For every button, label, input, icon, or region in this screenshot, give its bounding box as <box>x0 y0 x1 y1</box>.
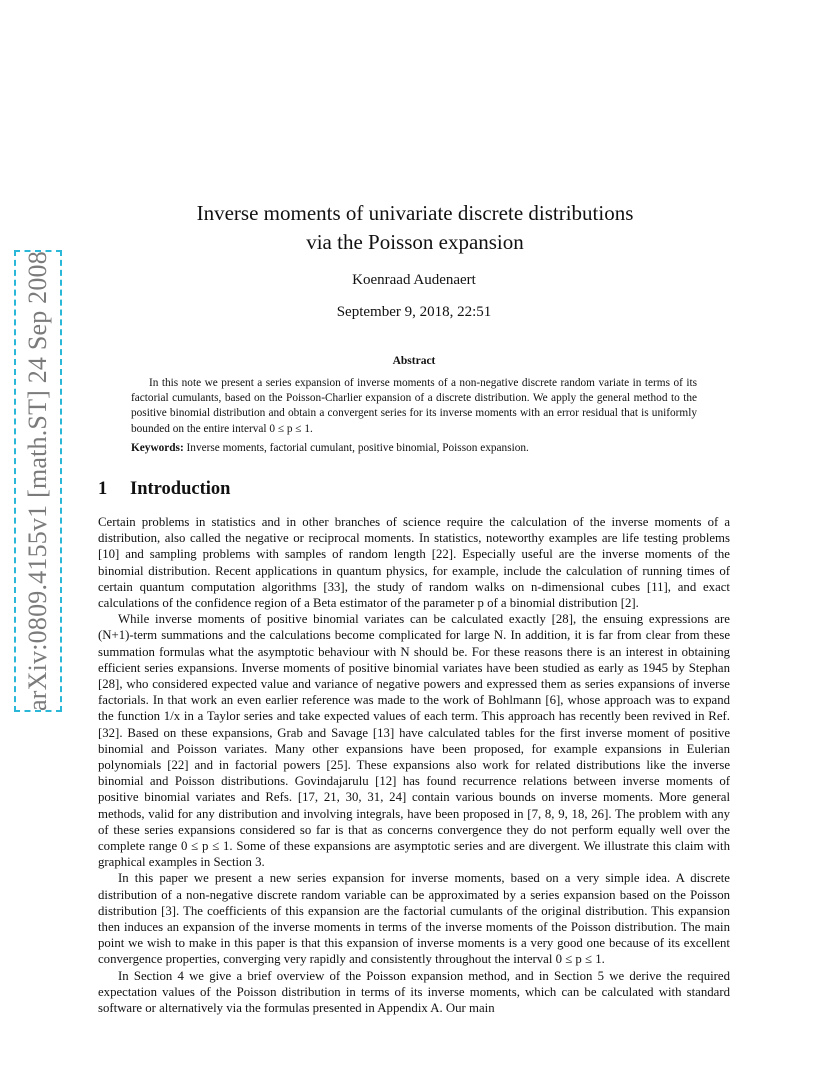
paragraph: In this paper we present a new series expansion for inverse moments, based on a very simple idea. A discrete distribution of a non-negative discrete random variable can be approximated by a series expansion based on the Poisson distribution [3]. The coefficients of this expansion are the factorial cumulants of the original distribution. This expansion then induces an expansion of the inverse moments in terms of the inverse moments of the Poisson distribution. The main point we wish to make in this paper is that this expansion of inverse moments is a very good one because of its excellent convergence properties, converging very rapidly and consistently throughout the interval 0 ≤ p ≤ 1. <box>98 871 730 967</box>
paragraph: In Section 4 we give a brief overview of the Poisson expansion method, and in Section 5 we derive the required expectation values of the Poisson distribution in terms of its inverse moments, which can be calculated with standard software or alternatively via the formulas presented in Appendix A. Our main <box>98 968 730 1016</box>
arxiv-identifier: arXiv:0809.4155v1 [math.ST] 24 Sep 2008 <box>23 251 52 711</box>
paragraph: Certain problems in statistics and in other branches of science require the calculation of the inverse moments of a distribution, also called the negative or reciprocal moments. In statistics, noteworthy examples are life testing problems [10] and sampling problems with samples of random length [22]. Especially useful are the inverse moments of the binomial distribution. Recent applications in quantum physics, for example, include the calculation of running times of certain quantum computation algorithms [33], the study of random walks on n-dimensional cubes [11], and exact calculations of the confidence region of a Beta estimator of the parameter p of a binomial distribution [2]. <box>98 515 730 611</box>
title-line-1: Inverse moments of univariate discrete distributions <box>196 201 634 225</box>
paper-title <box>150 199 680 257</box>
abstract-heading: Abstract <box>392 355 436 367</box>
section-number: 1 <box>98 479 108 499</box>
author: Koenraad Audenaert <box>352 272 476 288</box>
date: September 9, 2018, 22:51 <box>336 304 492 320</box>
abstract-body: In this note we present a series expansion of inverse moments of a non-negative discrete random variate in terms of its factorial cumulants, based on the Poisson-Charlier expansion of a discrete distribution. We apply the general method to the positive binomial distribution and obtain a convergent series for its inverse moments with an error residual that is uniformly bounded on the entire interval 0 ≤ p ≤ 1. <box>131 377 697 435</box>
paragraph: While inverse moments of positive binomial variates can be calculated exactly [28], the ensuing expressions are (N+1)-term summations and the calculations become complicated for large N. In addition, it is far from clear from these summation formulas what the asymptotic behaviour with N should be. For these reasons there is an interest in obtaining efficient series expansions. Inverse moments of positive binomial variates have been studied as early as 1945 by Stephan [28], who considered expected value and variance of negative powers and expressed them as series expansions of inverse factorials. In that work an even earlier reference was made to the work of Bohlmann [6], whose approach was to expand the function 1/x in a Taylor series and take expected values of each term. This approach has recently been revived in Ref. [32]. Based on these expansions, Grab and Savage [13] have calculated tables for the first inverse moment of positive binomial and Poisson variates. Many other expansions have been proposed, for example expansions in Eulerian polynomials [22] and in factorial powers [25]. These expansions also work for related distributions like the inverse binomial and Poisson distributions. Govindajarulu [12] has found recurrence relations between inverse moments of positive binomial variates and Refs. [17, 21, 30, 31, 24] contain various bounds on inverse moments. More general methods, valid for any distribution and involving integrals, have been proposed in [7, 8, 9, 18, 26]. The problem with any of these series expansions considered so far is that as concerns convergence they do not perform equally well over the complete range 0 ≤ p ≤ 1. Some of these expansions are asymptotic series and are divergent. We illustrate this claim with graphical examples in Section 3. <box>98 612 730 870</box>
keywords <box>131 441 697 456</box>
keywords-text: Inverse moments, factorial cumulant, positive binomial, Poisson expansion. <box>186 442 529 454</box>
body-text <box>98 514 730 1016</box>
section-heading <box>98 479 230 500</box>
section-title: Introduction <box>130 479 231 499</box>
keywords-label: Keywords: <box>131 442 184 454</box>
title-line-2: via the Poisson expansion <box>306 230 524 254</box>
